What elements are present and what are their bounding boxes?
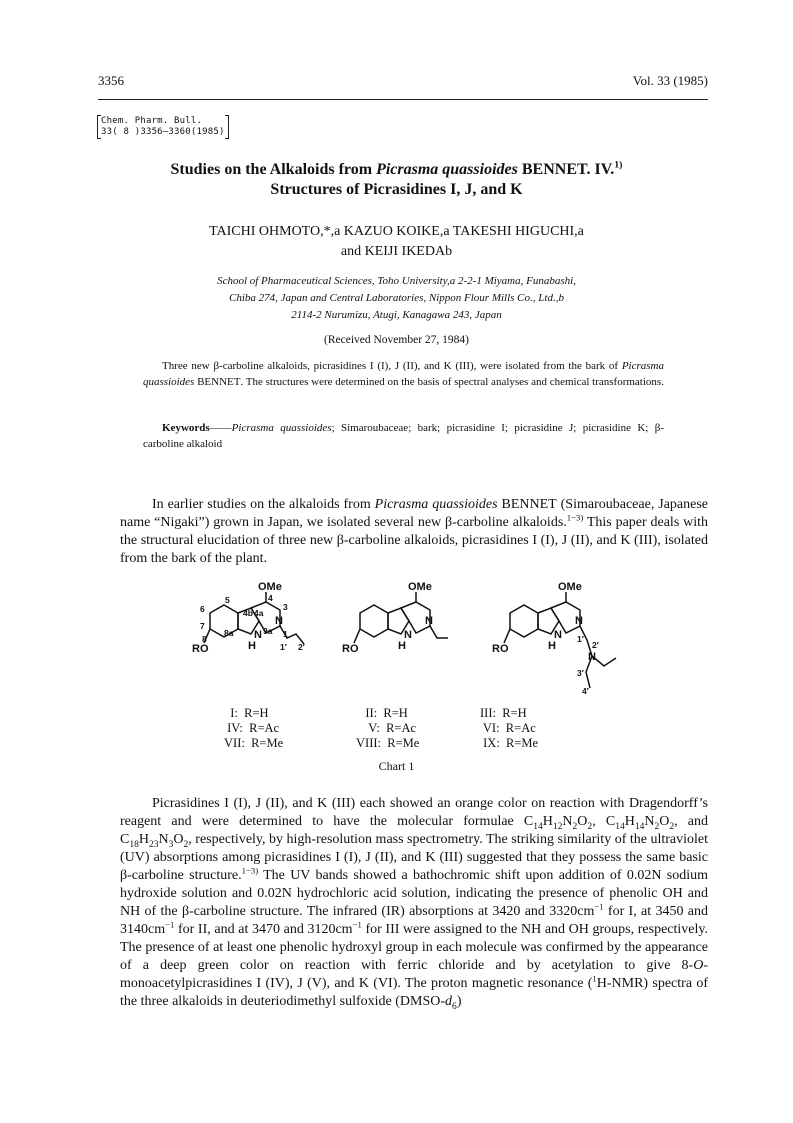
h-label-iii: H xyxy=(548,640,556,652)
ro-label-i: RO xyxy=(192,643,209,655)
authors-line-1: TAICHI OHMOTO,*,a KAZUO KOIKE,a TAKESHI HIGUCHI,a xyxy=(209,224,584,239)
locant-7: 7 xyxy=(200,621,205,631)
locant-4-prime-iii: 4′ xyxy=(582,686,589,696)
ome-label-i: OMe xyxy=(258,581,282,593)
keywords: Keywords——Picrasma quassioides; Simaroubaceae; bark; picrasidine I; picrasidine J; picrasidine K; β-carboline alkaloid xyxy=(143,422,665,450)
title-line-2: Structures of Picrasidines I, J, and K xyxy=(270,181,523,198)
paper-title xyxy=(0,160,793,200)
running-header xyxy=(98,73,708,91)
compound-list-1: I: R=H IV: R=Ac VII: R=Me xyxy=(224,706,284,750)
results-paragraph: Picrasidines I (I), J (II), and K (III) each showed an orange color on reaction with Dragendorff’s reagent and were determined to have the molecular formulae $C_{14}H_{12}N_2O_2$, $C_{14}H_{14}N_2O_2$, and $C_{18}H_{23}N_3O_2$, respectively, by high-resolution mass spectrometry. The striking similarity of the ultraviolet (UV) absorptions among picrasidines I (I), J (II), and K (III) suggested that they possess the same basic β-carboline structure.$^{1-3)}$ The UV bands showed a bathochromic shift upon addition of 0.02N sodium hydroxide solution and 0.02N hydrochloric acid solution, indicating the presence of phenolic OH and NH of the β-carboline structure. The infrared (IR) absorptions at 3420 and $3320cm^{-1}$ for I, at 3450 and $3140cm^{-1}$ for II, and at 3470 and $3120cm^{-1}$ for III were assigned to the NH and OH groups, respectively. The presence of at least one phenolic hydroxyl group in each molecule was confirmed by the appearance of a deep green color on reaction with ferric chloride and by acetylation to give 8-O-monoacetylpicrasidines I (IV), J (V), and K (VI). The proton magnetic resonance ($^1$H-NMR) spectra of the three alkaloids in deuteriodimethyl sulfoxide $(DMSO-d_6)$ xyxy=(120,796,708,1012)
locant-1-prime: 1′ xyxy=(280,642,287,652)
h-label-ii: H xyxy=(398,640,406,652)
volume-info: Vol. 33 (1985) xyxy=(632,73,708,88)
locant-3-prime-iii: 3′ xyxy=(577,668,584,678)
keywords-label: Keywords xyxy=(162,422,210,434)
ome-label-ii: OMe xyxy=(408,581,432,593)
locant-4b: 4b xyxy=(243,608,253,618)
ro-label-ii: RO xyxy=(342,643,359,655)
nh-label-iii: N xyxy=(554,629,562,641)
abstract: Three new β-carboline alkaloids, picrasidines I (I), J (II), and K (III), were isolated from the bark of Picrasma quassioides BENNET. The structures were determined on the basis of spectral analyses and chemical transformations. xyxy=(143,360,664,388)
citation-volume: 33( 8 )3356—3360(1985) xyxy=(101,127,225,137)
h-label-i: H xyxy=(248,640,256,652)
locant-3: 3 xyxy=(283,602,288,612)
header-rule xyxy=(98,99,708,100)
amine-n-label-iii: N xyxy=(588,651,596,663)
n-label-i: N xyxy=(275,615,283,627)
affiliation-line-3: 2114-2 Nurumizu, Atugi, Kanagawa 243, Japan xyxy=(291,309,502,321)
received-date: (Received November 27, 1984) xyxy=(324,334,469,346)
structure-drawings xyxy=(180,578,650,708)
locant-9a: 9a xyxy=(263,626,273,636)
locant-6: 6 xyxy=(200,604,205,614)
page-number: 3356 xyxy=(98,73,124,88)
locant-2-prime: 2′ xyxy=(298,642,305,652)
locant-1-prime-iii: 1′ xyxy=(577,634,584,644)
author-list xyxy=(0,222,793,262)
affiliation-line-1: School of Pharmaceutical Sciences, Toho University,a 2-2-1 Miyama, Funabashi, xyxy=(217,275,576,287)
compound-list-3: III: R=H VI: R=Ac IX: R=Me xyxy=(480,706,539,750)
n-label-ii: N xyxy=(425,615,433,627)
ro-label-iii: RO xyxy=(492,643,509,655)
authors-line-2: and KEIJI IKEDAb xyxy=(340,244,453,259)
citation-box xyxy=(101,116,225,138)
title-line-1: Studies on the Alkaloids from Picrasma quassioides BENNET. IV.$^{1)}$ xyxy=(170,159,623,178)
locant-8a: 8a xyxy=(224,628,234,638)
locant-1: 1 xyxy=(283,629,288,639)
citation-journal: Chem. Pharm. Bull. xyxy=(101,116,203,126)
affiliation xyxy=(0,273,793,324)
locant-8: 8 xyxy=(202,634,207,644)
citation-bracket-right xyxy=(225,115,229,139)
ome-label-iii: OMe xyxy=(558,581,582,593)
locant-4a: 4a xyxy=(254,608,264,618)
locant-2-prime-iii: 2′ xyxy=(592,640,599,650)
citation-bracket-left xyxy=(97,115,101,139)
locant-4: 4 xyxy=(268,593,273,603)
affiliation-line-2: Chiba 274, Japan and Central Laboratories, Nippon Flour Mills Co., Ltd.,b xyxy=(229,292,564,304)
nh-label-i: N xyxy=(254,629,262,641)
nh-label-ii: N xyxy=(404,629,412,641)
n-label-iii: N xyxy=(575,615,583,627)
compound-list-2: II: R=H V: R=Ac VIII: R=Me xyxy=(356,706,420,750)
locant-5: 5 xyxy=(225,595,230,605)
chart-caption: Chart 1 xyxy=(378,759,415,773)
intro-paragraph: In earlier studies on the alkaloids from Picrasma quassioides BENNET (Simaroubaceae, Japanese name “Nigaki”) grown in Japan, we isolated several new β-carboline alkaloids.$^{1-3)}$ This paper deals with the structural elucidation of three new β-carboline alkaloids, picrasidines I (I), J (II), and K (III), isolated from the bark of the plant. xyxy=(120,497,709,566)
structure-picrasidine-j xyxy=(354,592,448,643)
